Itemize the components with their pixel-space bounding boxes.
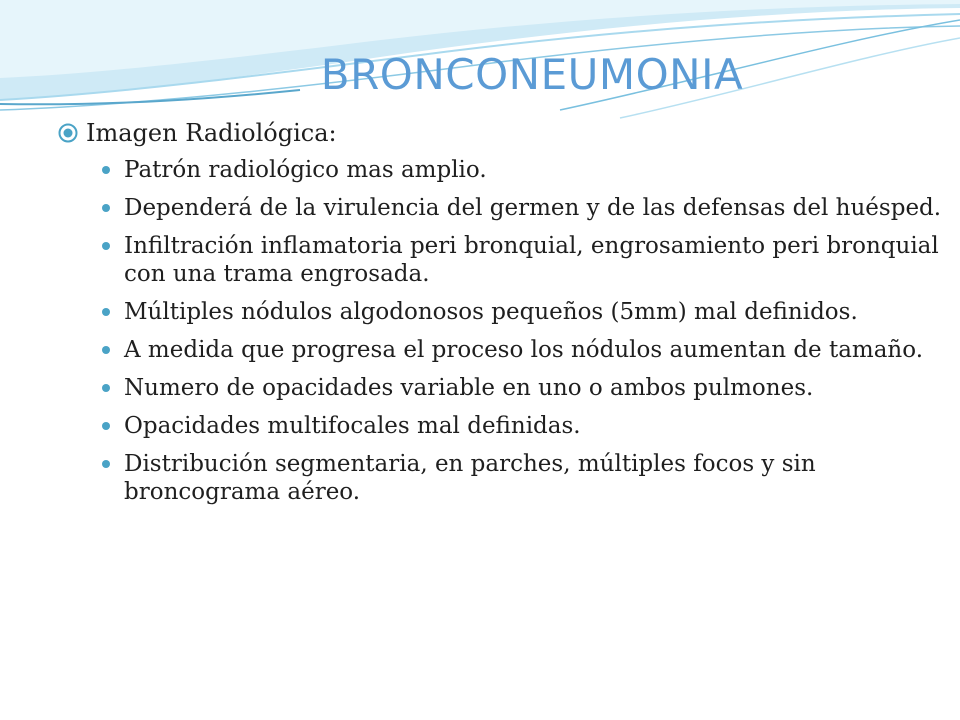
dot-icon: [102, 242, 110, 250]
section-heading: Imagen Radiológica:: [86, 119, 337, 147]
dot-icon: [102, 460, 110, 468]
dot-icon: [102, 384, 110, 392]
bullet-text: Patrón radiológico mas amplio.: [124, 157, 487, 183]
dot-icon: [102, 422, 110, 430]
list-item: [58, 298, 950, 326]
bullet-list: [58, 156, 950, 506]
bullet-text: Múltiples nódulos algodonosos pequeños (5mm) mal definidos.: [124, 299, 858, 325]
list-item: [58, 232, 950, 288]
list-item: [58, 450, 950, 506]
list-item: [58, 374, 950, 402]
dot-icon: [102, 308, 110, 316]
bullet-text: Opacidades multifocales mal definidas.: [124, 413, 581, 439]
list-item: [58, 156, 950, 184]
list-item: [58, 412, 950, 440]
dot-icon: [102, 346, 110, 354]
dot-icon: [102, 204, 110, 212]
dot-icon: [102, 166, 110, 174]
list-item: [58, 336, 950, 364]
target-circle-icon: [58, 123, 78, 143]
bullet-text: Infiltración inflamatoria peri bronquial, engrosamiento peri bronquial con una trama engrosada.: [124, 233, 939, 287]
list-item: [58, 194, 950, 222]
slide-content: [58, 116, 950, 516]
slide-title: BRONCONEUMONIA: [320, 50, 744, 99]
bullet-text: Numero de opacidades variable en uno o ambos pulmones.: [124, 375, 814, 401]
bullet-text: Distribución segmentaria, en parches, múltiples focos y sin broncograma aéreo.: [124, 451, 816, 505]
bullet-text: Dependerá de la virulencia del germen y de las defensas del huésped.: [124, 195, 942, 221]
bullet-text: A medida que progresa el proceso los nódulos aumentan de tamaño.: [124, 337, 924, 363]
heading-row: [58, 116, 950, 150]
